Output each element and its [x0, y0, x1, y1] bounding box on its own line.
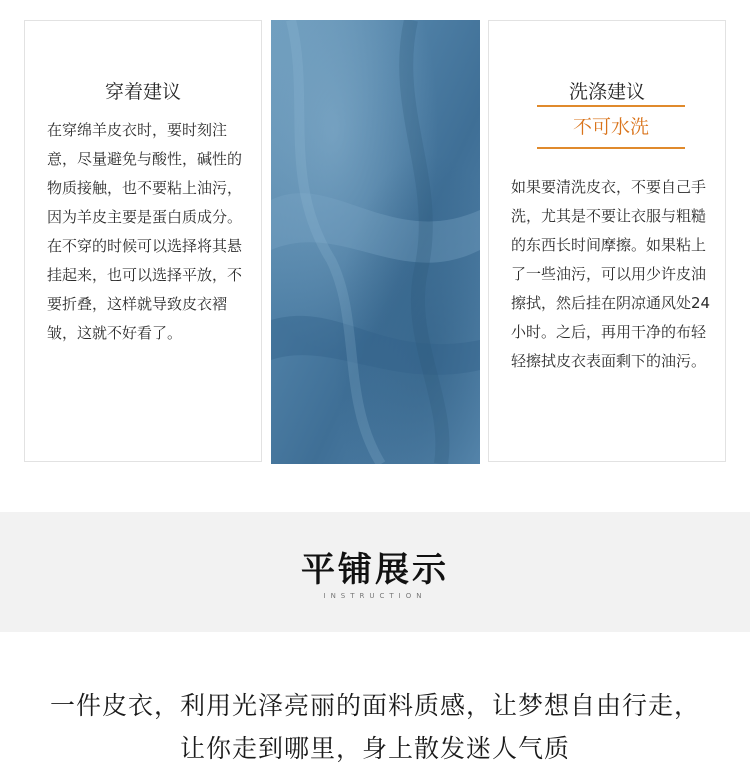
wash-advice-title: 洗涤建议	[568, 81, 645, 103]
slogan-line-1: 一件皮衣，利用光泽亮丽的面料质感，让梦想自由行走，	[49, 691, 700, 720]
leather-texture-image	[271, 20, 480, 464]
wear-advice-title: 穿着建议	[104, 81, 181, 103]
wear-advice-text: 在穿绵羊皮衣时，要时刻注意，尽量避免与酸性，碱性的物质接触，也不要粘上油污，因为羊皮主要是蛋白质成分。在不穿的时候可以选择将其悬挂起来，也可以选择平放，不要折叠，这样就导致皮衣褶皱，这就不好看了。	[47, 121, 243, 342]
wear-advice-card	[24, 20, 262, 462]
leather-texture-graphic	[271, 20, 480, 464]
no-water-wash-tag: 不可水洗	[537, 105, 685, 149]
wash-advice-text: 如果要清洗皮衣，不要自己手洗，尤其是不要让衣服与粗糙的东西长时间摩擦。如果粘上了一些油污，可以用少许皮油擦拭，然后挂在阴凉通风处24小时。之后，再用干净的布轻轻擦拭皮衣表面剩下的油污。	[511, 178, 711, 370]
section-subtitle: INSTRUCTION	[323, 592, 427, 600]
slogan-line-2: 让你走到哪里，身上散发迷人气质	[179, 734, 570, 763]
section-title: 平铺展示	[301, 550, 449, 590]
section-header-band	[0, 512, 750, 632]
wash-advice-card	[488, 20, 726, 462]
